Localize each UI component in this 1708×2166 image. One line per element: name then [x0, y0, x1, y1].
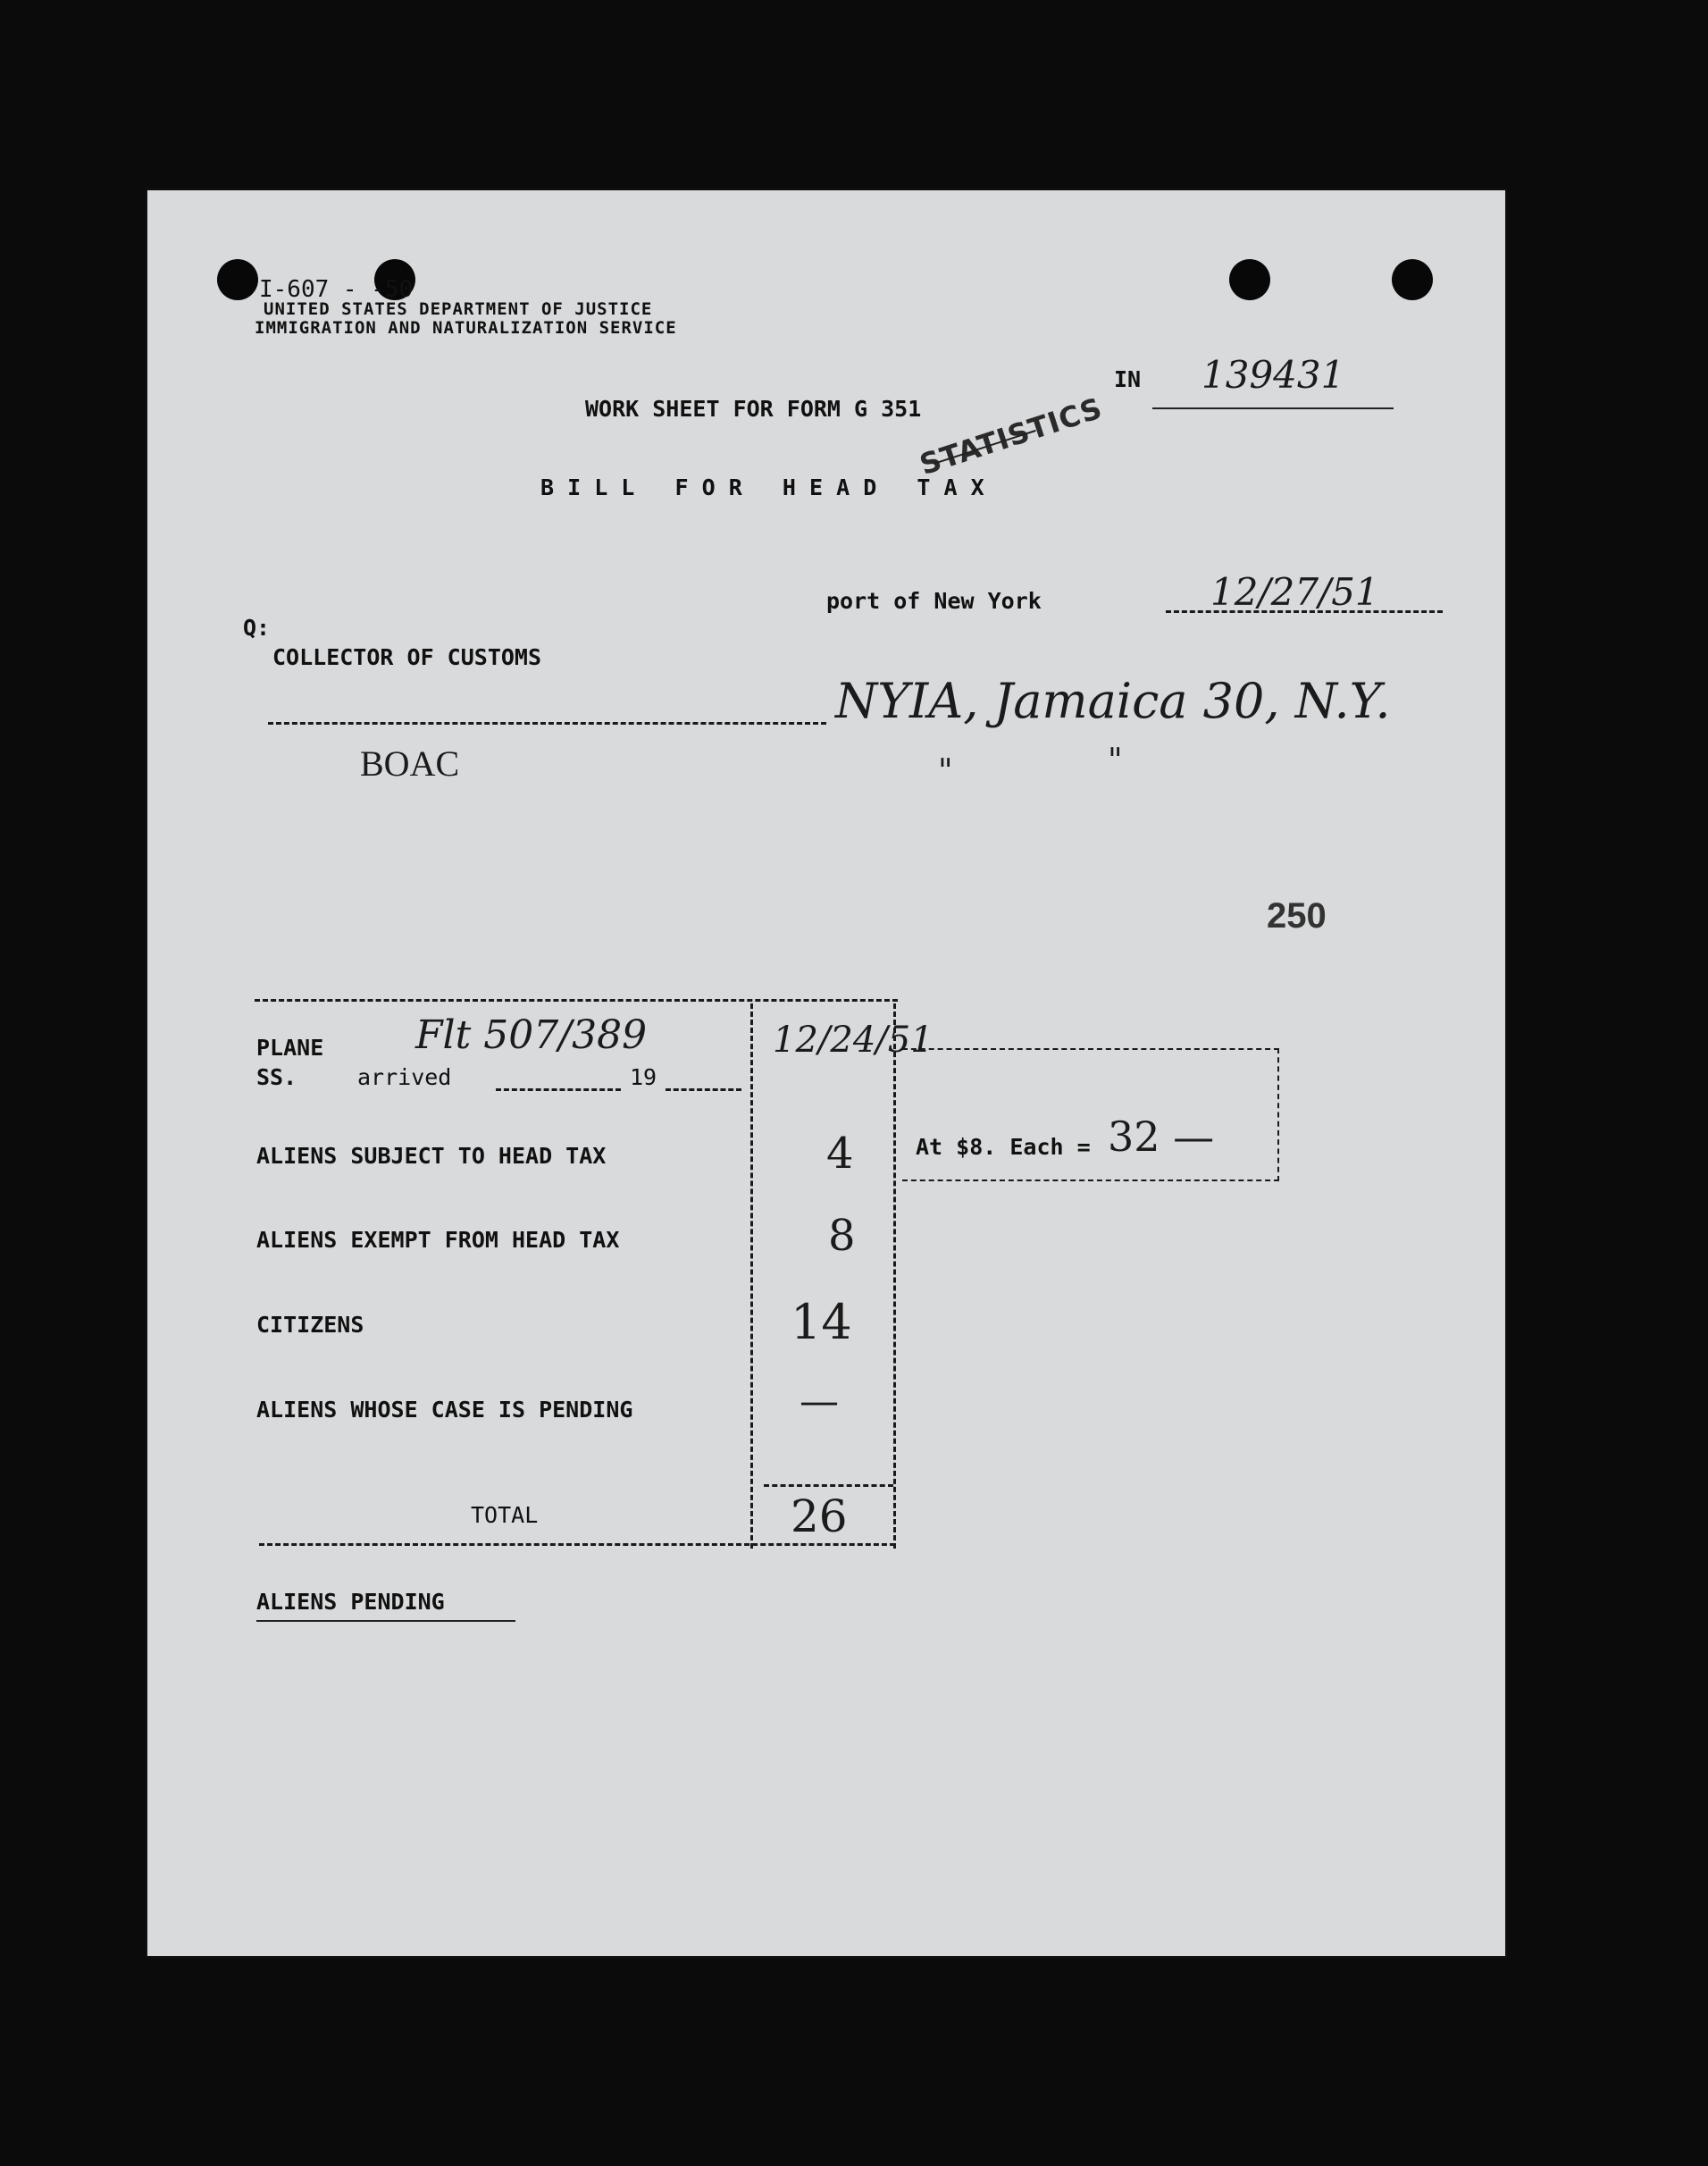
address-underline	[268, 722, 826, 725]
port-label: port of New York	[826, 588, 1042, 614]
carrier-handwritten: BOAC	[360, 743, 460, 784]
arrival-date-handwritten: 12/24/51	[773, 1020, 934, 1061]
document-page	[147, 190, 1505, 1956]
row-label-pending: ALIENS WHOSE CASE IS PENDING	[256, 1397, 633, 1423]
date-underline	[1166, 610, 1443, 613]
rate-amount: 32 —	[1108, 1112, 1215, 1161]
agency-line-2: IMMIGRATION AND NATURALIZATION SERVICE	[255, 318, 677, 338]
form-number: I-607 - -50	[259, 276, 414, 303]
collector-label: COLLECTOR OF CUSTOMS	[272, 644, 542, 670]
code-250: 250	[1267, 896, 1327, 936]
to-label: Q:	[243, 615, 271, 641]
year-label: 19	[630, 1064, 657, 1090]
punch-hole	[1392, 259, 1433, 300]
ditto-mark: "	[938, 753, 953, 790]
total-value: 26	[791, 1490, 848, 1542]
row-value-exempt: 8	[828, 1211, 856, 1261]
ss-label: SS.	[256, 1064, 297, 1090]
rate-box	[902, 1048, 1279, 1181]
table-bottom-rule	[259, 1543, 895, 1546]
flight-handwritten: Flt 507/389	[415, 1012, 648, 1058]
arrived-underline	[496, 1088, 621, 1091]
in-number: 139431	[1201, 353, 1345, 397]
row-label-exempt: ALIENS EXEMPT FROM HEAD TAX	[256, 1227, 620, 1253]
row-value-citizens: 14	[791, 1294, 852, 1350]
row-value-pending: —	[800, 1379, 839, 1424]
in-label: IN	[1114, 366, 1142, 392]
bill-date: 12/27/51	[1210, 570, 1379, 614]
ditto-mark: "	[1108, 743, 1123, 779]
row-value-subject: 4	[826, 1129, 854, 1179]
bill-title: B I L L F O R H E A D T A X	[540, 474, 984, 500]
statistics-stamp: STATISTICS	[916, 390, 1107, 483]
aliens-pending-label: ALIENS PENDING	[256, 1589, 445, 1615]
punch-hole	[1229, 259, 1270, 300]
rate-label: At $8. Each =	[916, 1134, 1091, 1160]
total-separator	[764, 1484, 893, 1487]
table-column-right-rule	[893, 1003, 896, 1549]
plane-label: PLANE	[256, 1035, 324, 1061]
table-top-rule	[255, 999, 898, 1002]
total-label: TOTAL	[471, 1502, 539, 1528]
table-column-left-rule	[750, 1003, 753, 1549]
address-handwritten: NYIA, Jamaica 30, N.Y.	[835, 673, 1391, 729]
worksheet-title: WORK SHEET FOR FORM G 351	[585, 396, 922, 422]
row-label-citizens: CITIZENS	[256, 1312, 364, 1338]
punch-hole	[217, 259, 258, 300]
year-underline	[666, 1088, 741, 1091]
in-underline	[1152, 407, 1394, 409]
agency-line-1: UNITED STATES DEPARTMENT OF JUSTICE	[264, 299, 653, 319]
arrived-label: arrived	[357, 1064, 452, 1090]
aliens-pending-underline	[256, 1620, 515, 1622]
row-label-subject: ALIENS SUBJECT TO HEAD TAX	[256, 1143, 607, 1169]
